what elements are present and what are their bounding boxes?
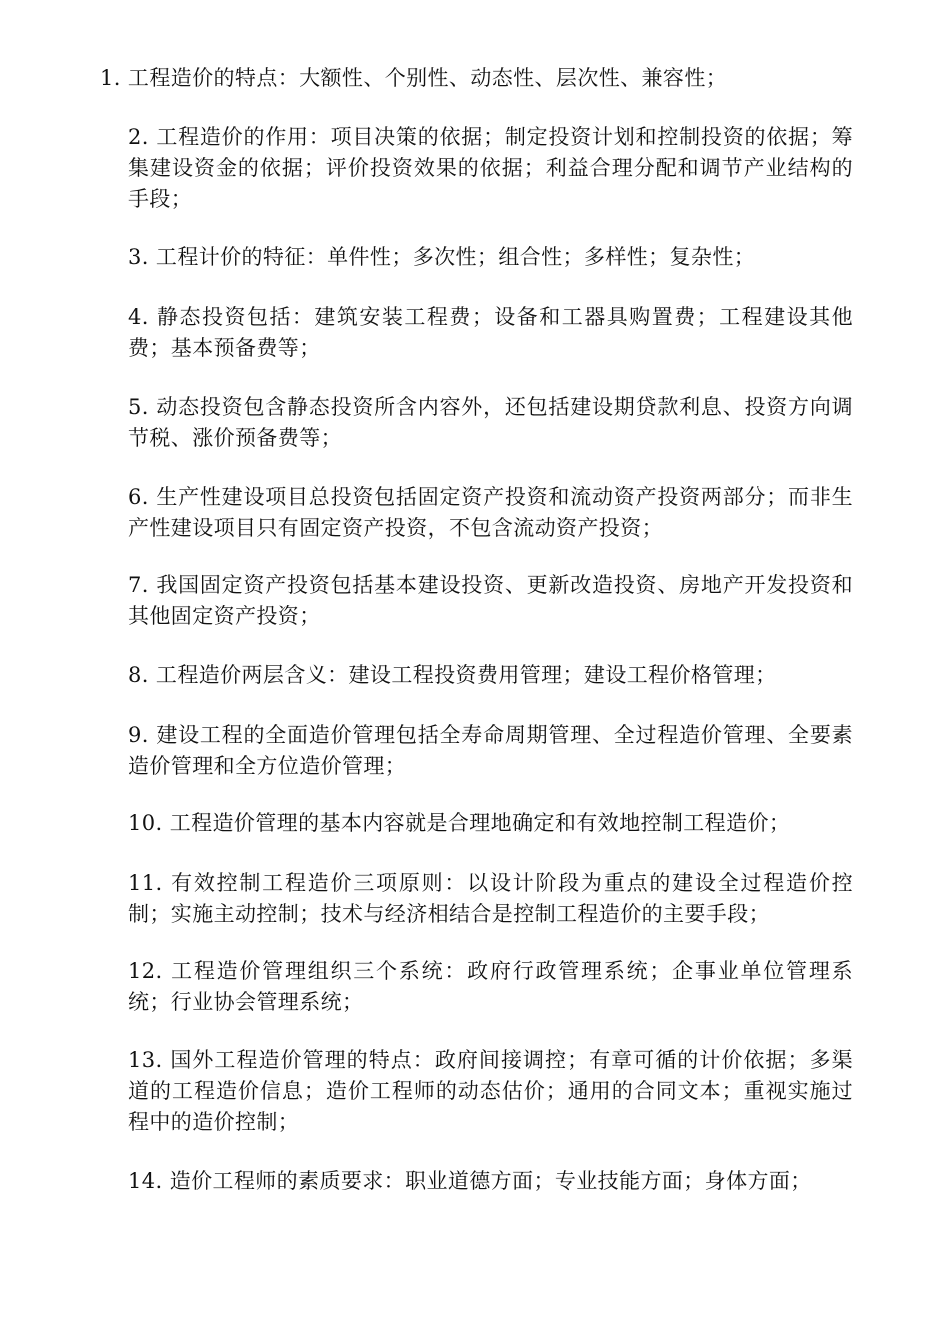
list-item-11 bbox=[128, 868, 853, 930]
item-text: 我国固定资产投资包括基本建设投资、更新改造投资、房地产开发投资和其他固定资产投资； bbox=[128, 573, 854, 628]
list-item-12 bbox=[128, 956, 853, 1018]
list-item-1 bbox=[100, 63, 860, 94]
item-text: 造价工程师的素质要求：职业道德方面；专业技能方面；身体方面； bbox=[169, 1169, 812, 1193]
item-number: 1. bbox=[100, 66, 121, 90]
item-number: 8. bbox=[128, 663, 149, 687]
item-text: 静态投资包括：建筑安装工程费；设备和工器具购置费；工程建设其他费；基本预备费等； bbox=[128, 305, 853, 360]
item-number: 12. bbox=[128, 959, 163, 983]
item-number: 13. bbox=[128, 1048, 163, 1072]
item-text: 工程造价管理的基本内容就是合理地确定和有效地控制工程造价； bbox=[169, 811, 791, 835]
list-item-6 bbox=[128, 482, 853, 544]
item-number: 10. bbox=[128, 811, 163, 835]
item-number: 2. bbox=[128, 125, 149, 149]
item-number: 11. bbox=[128, 871, 163, 895]
item-text: 国外工程造价管理的特点：政府间接调控；有章可循的计价依据；多渠道的工程造价信息；造价工程师的动态估价；通用的合同文本；重视实施过程中的造价控制； bbox=[128, 1048, 853, 1134]
item-number: 14. bbox=[128, 1169, 163, 1193]
item-text: 生产性建设项目总投资包括固定资产投资和流动资产投资两部分；而非生产性建设项目只有固定资产投资，不包含流动资产投资； bbox=[128, 485, 854, 540]
list-item-2 bbox=[128, 122, 853, 215]
list-item-7 bbox=[128, 570, 853, 632]
list-item-10 bbox=[128, 808, 853, 839]
item-number: 9. bbox=[128, 723, 149, 747]
item-text: 工程造价的特点：大额性、个别性、动态性、层次性、兼容性； bbox=[127, 66, 728, 90]
item-text: 有效控制工程造价三项原则：以设计阶段为重点的建设全过程造价控制；实施主动控制；技术与经济相结合是控制工程造价的主要手段； bbox=[128, 871, 853, 926]
item-text: 工程造价两层含义：建设工程投资费用管理；建设工程价格管理； bbox=[155, 663, 777, 687]
list-item-14 bbox=[128, 1166, 853, 1197]
list-item-5 bbox=[128, 392, 853, 454]
item-number: 5. bbox=[128, 395, 149, 419]
list-item-4 bbox=[128, 302, 853, 364]
item-number: 4. bbox=[128, 305, 149, 329]
item-text: 工程计价的特征：单件性；多次性；组合性；多样性；复杂性； bbox=[155, 245, 756, 269]
list-item-13 bbox=[128, 1045, 853, 1138]
item-number: 6. bbox=[128, 485, 149, 509]
list-item-3 bbox=[128, 242, 853, 273]
item-text: 建设工程的全面造价管理包括全寿命周期管理、全过程造价管理、全要素造价管理和全方位造价管理； bbox=[128, 723, 854, 778]
item-text: 工程造价管理组织三个系统：政府行政管理系统；企事业单位管理系统；行业协会管理系统； bbox=[128, 959, 853, 1014]
list-item-9 bbox=[128, 720, 853, 782]
item-number: 3. bbox=[128, 245, 149, 269]
list-item-8 bbox=[128, 660, 853, 691]
item-text: 工程造价的作用：项目决策的依据；制定投资计划和控制投资的依据；筹集建设资金的依据；评价投资效果的依据；利益合理分配和调节产业结构的手段； bbox=[128, 125, 854, 211]
item-text: 动态投资包含静态投资所含内容外，还包括建设期贷款利息、投资方向调节税、涨价预备费等； bbox=[128, 395, 854, 450]
item-number: 7. bbox=[128, 573, 149, 597]
